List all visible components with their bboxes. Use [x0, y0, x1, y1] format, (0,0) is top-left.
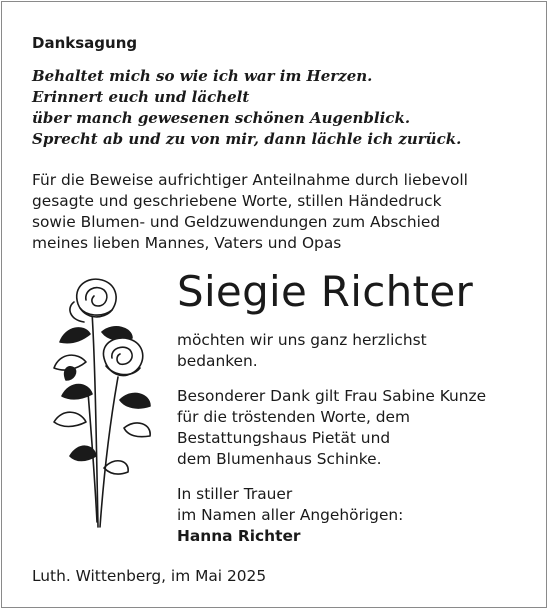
special-thanks-line: Besonderer Dank gilt Frau Sabine Kunze [177, 387, 487, 405]
thanks-text [177, 330, 427, 372]
special-thanks-line: dem Blumenhaus Schinke. [177, 450, 382, 468]
poem-line: Behaltet mich so wie ich war im Herzen. [32, 67, 373, 85]
thanks-line: bedanken. [177, 352, 258, 370]
intro-line: sowie Blumen- und Geldzuwendungen zum Abschied [32, 213, 441, 231]
deceased-name: Siegie Richter [177, 267, 474, 316]
thanks-line: möchten wir uns ganz herzlichst [177, 331, 427, 349]
special-thanks-line: Bestattungshaus Pietät und [177, 429, 391, 447]
mourning-text [177, 484, 403, 547]
poem-line: über manch gewesenen schönen Augenblick. [32, 109, 411, 127]
signer-name: Hanna Richter [177, 527, 301, 545]
poem [32, 66, 461, 150]
intro-line: meines lieben Mannes, Vaters und Opas [32, 234, 342, 252]
mourning-line: im Namen aller Angehörigen: [177, 506, 404, 524]
rose-icon [40, 272, 165, 532]
poem-line: Sprecht ab und zu von mir, dann lächle ich zurück. [32, 130, 462, 148]
intro-text [32, 170, 468, 254]
notice-heading: Danksagung [32, 34, 138, 52]
poem-line: Erinnert euch und lächelt [32, 88, 250, 106]
place-date: Luth. Wittenberg, im Mai 2025 [32, 567, 267, 585]
intro-line: gesagte und geschriebene Worte, stillen Händedruck [32, 192, 442, 210]
special-thanks-line: für die tröstenden Worte, dem [177, 408, 410, 426]
mourning-line: In stiller Trauer [177, 485, 293, 503]
intro-line: Für die Beweise aufrichtiger Anteilnahme durch liebevoll [32, 171, 468, 189]
special-thanks-text [177, 386, 486, 470]
